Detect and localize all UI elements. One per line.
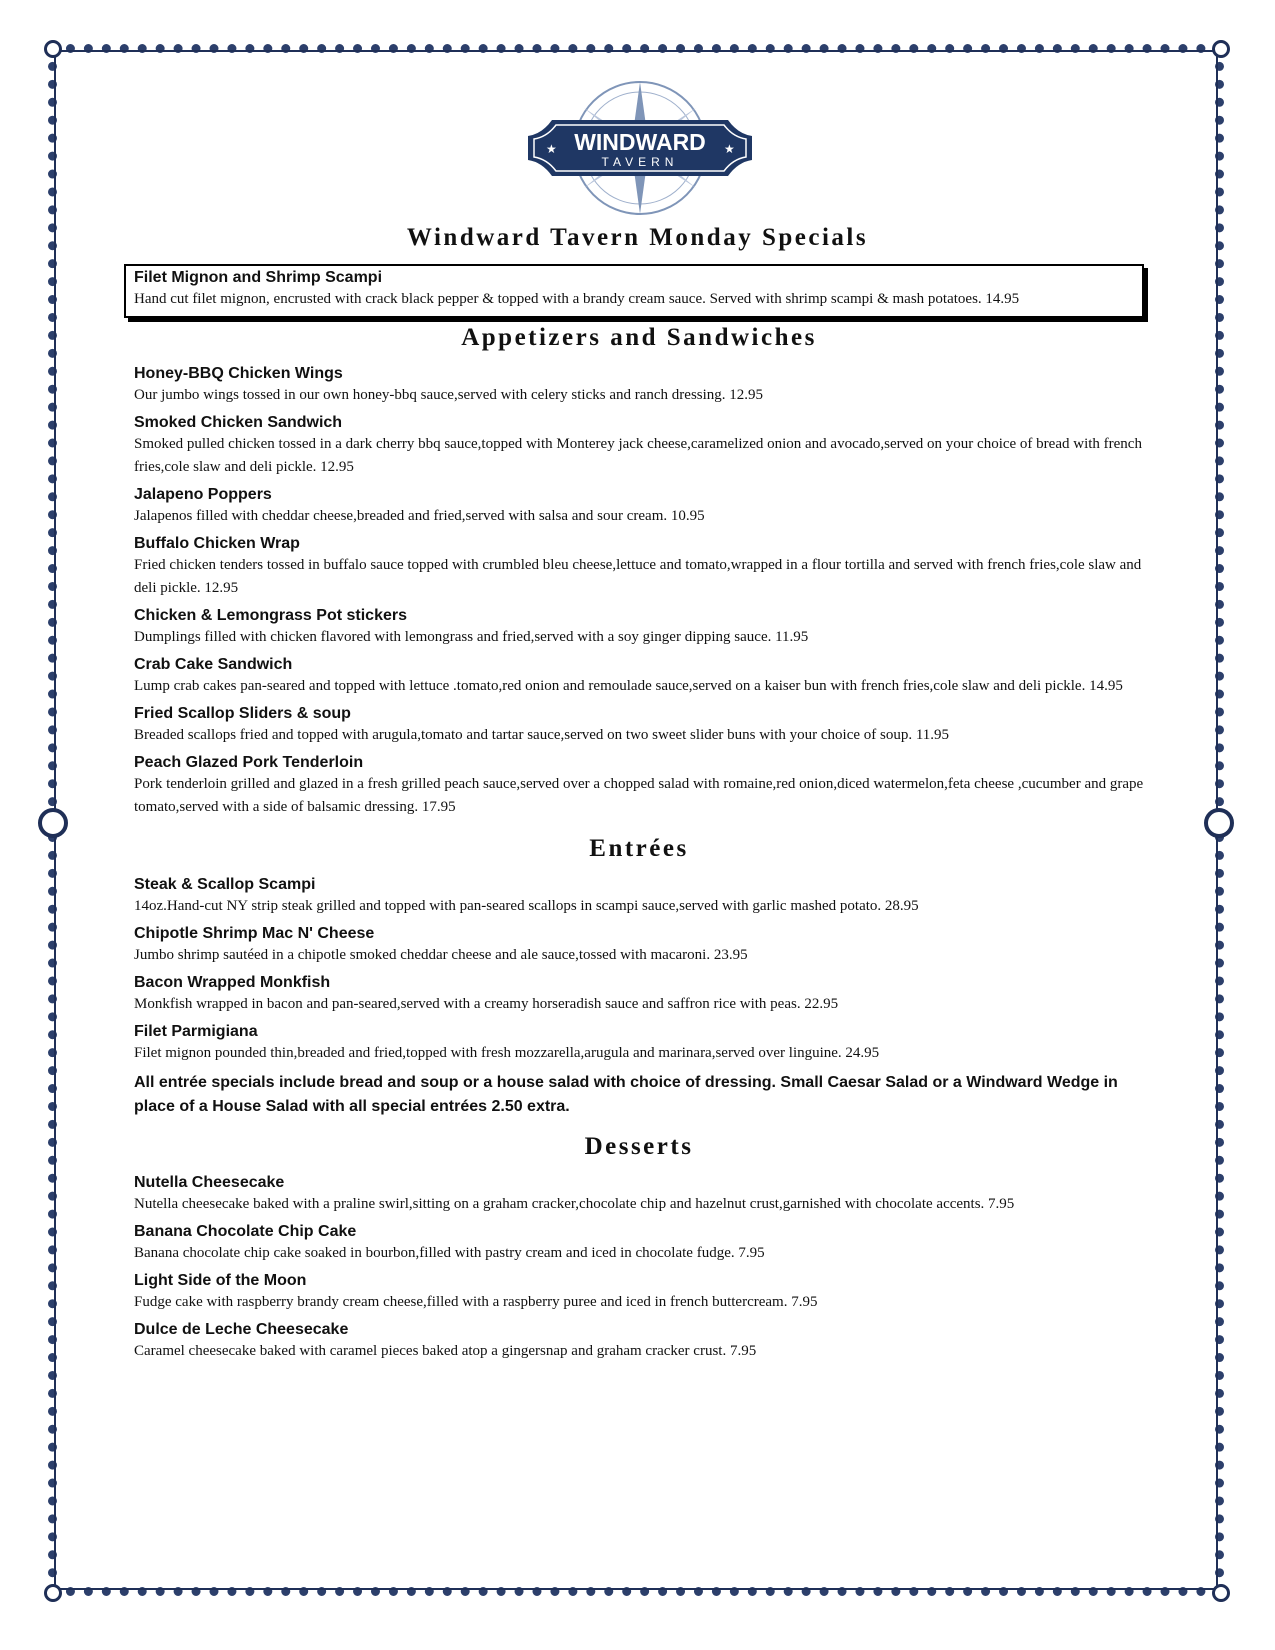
item-desc: Fried chicken tenders tossed in buffalo sauce topped with crumbled bleu cheese,lettuce and tomato,wrapped in a flour tortilla and served with french fries,cole slaw and deli pickle. 12.95 [134,557,1142,596]
item-desc: Lump crab cakes pan-seared and topped with lettuce .tomato,red onion and remoulade sauce,served on a kaiser bun with french fries,cole slaw and deli pickle. 14.95 [134,678,1123,694]
item-name: Bacon Wrapped Monkfish [134,974,331,991]
item-name: Chipotle Shrimp Mac N' Cheese [134,925,375,942]
item-desc: Nutella cheesecake baked with a praline swirl,sitting on a graham cracker,chocolate chip and hazelnut crust,garnished with chocolate accents. 7.95 [134,1196,1015,1212]
rope-knot-icon [44,1584,62,1602]
menu-item [134,1320,1144,1363]
item-desc: 14oz.Hand-cut NY strip steak grilled and topped with pan-seared scallops in scampi sauce,served with garlic mashed potato. 28.95 [134,898,919,914]
item-name: Nutella Cheesecake [134,1174,285,1191]
item-desc: Banana chocolate chip cake soaked in bourbon,filled with pastry cream and iced in chocolate fudge. 7.95 [134,1245,765,1261]
item-name: Banana Chocolate Chip Cake [134,1223,357,1240]
rope-knot-icon [44,40,62,58]
item-desc: Jalapenos filled with cheddar cheese,breaded and fried,served with salsa and sour cream. 10.95 [134,508,705,524]
svg-text:★: ★ [546,142,557,156]
menu-item [134,1022,1144,1065]
rope-knot-icon [1212,40,1230,58]
item-desc: Smoked pulled chicken tossed in a dark cherry bbq sauce,topped with Monterey jack cheese,caramelized onion and avocado,served on your choice of bread with french fries,cole slaw and deli pickle. 12.95 [134,436,1142,475]
menu-item [134,655,1144,698]
entree-note: All entrée specials include bread and soup or a house salad with choice of dressing. Small Caesar Salad or a Windward Wedge in place of a House Salad with all special entrées 2.50 extra. [134,1074,1118,1115]
logo-line1: WINDWARD [574,129,706,155]
windward-tavern-logo [524,78,756,218]
item-name: Smoked Chicken Sandwich [134,414,343,431]
page-title: Windward Tavern Monday Specials [406,224,869,251]
item-name: Light Side of the Moon [134,1272,307,1289]
menu-item [134,875,1144,918]
menu-item [134,1222,1144,1265]
item-name: Chicken & Lemongrass Pot stickers [134,607,407,624]
item-desc: Monkfish wrapped in bacon and pan-seared,served with a creamy horseradish sauce and saffron rice with peas. 22.95 [134,996,839,1012]
item-desc: Filet mignon pounded thin,breaded and fried,topped with fresh mozzarella,arugula and marinara,served over linguine. 24.95 [134,1045,880,1061]
menu-item [134,413,1144,479]
item-desc: Caramel cheesecake baked with caramel pieces baked atop a gingersnap and graham cracker crust. 7.95 [134,1343,757,1359]
item-desc: Fudge cake with raspberry brandy cream cheese,filled with a raspberry puree and iced in french buttercream. 7.95 [134,1294,818,1310]
menu-item [134,1271,1144,1314]
menu-content [134,322,1144,1369]
section-title-entrees: Entrées [589,835,689,862]
item-name: Honey-BBQ Chicken Wings [134,365,343,382]
section-title-desserts: Desserts [584,1133,694,1160]
monday-special-box [124,264,1144,318]
menu-item [134,364,1144,407]
menu-item [134,485,1144,528]
logo-line2: TAVERN [601,155,679,169]
menu-item [134,973,1144,1016]
item-name: Steak & Scallop Scampi [134,876,316,893]
item-desc: Dumplings filled with chicken flavored with lemongrass and fried,served with a soy ginger dipping sauce. 11.95 [134,629,809,645]
item-name: Crab Cake Sandwich [134,656,293,673]
menu-item [134,606,1144,649]
item-name: Peach Glazed Pork Tenderloin [134,754,364,771]
section-title-appetizers: Appetizers and Sandwiches [461,324,817,351]
item-name: Buffalo Chicken Wrap [134,535,300,552]
item-desc: Our jumbo wings tossed in our own honey-bbq sauce,served with celery sticks and ranch dressing. 12.95 [134,387,764,403]
svg-text:★: ★ [724,142,735,156]
rope-knot-icon [38,808,68,838]
menu-item [134,704,1144,747]
item-name: Dulce de Leche Cheesecake [134,1321,349,1338]
special-desc: Hand cut filet mignon, encrusted with crack black pepper & topped with a brandy cream sauce. Served with shrimp scampi & mash potatoes. 14.95 [134,291,1020,307]
menu-item [134,753,1144,819]
item-name: Jalapeno Poppers [134,486,272,503]
menu-item [134,924,1144,967]
menu-item [134,534,1144,600]
rope-knot-icon [1212,1584,1230,1602]
menu-item [134,1173,1144,1216]
special-name: Filet Mignon and Shrimp Scampi [134,269,383,286]
item-name: Fried Scallop Sliders & soup [134,705,351,722]
item-desc: Breaded scallops fried and topped with arugula,tomato and tartar sauce,served on two sweet slider buns with your choice of soup. 11.95 [134,727,950,743]
item-name: Filet Parmigiana [134,1023,258,1040]
rope-knot-icon [1204,808,1234,838]
item-desc: Jumbo shrimp sautéed in a chipotle smoked cheddar cheese and ale sauce,tossed with macaroni. 23.95 [134,947,748,963]
item-desc: Pork tenderloin grilled and glazed in a fresh grilled peach sauce,served over a chopped salad with romaine,red onion,diced watermelon,feta cheese ,cucumber and grape tomato,served with a side of balsamic dressing. 17.95 [134,776,1144,815]
